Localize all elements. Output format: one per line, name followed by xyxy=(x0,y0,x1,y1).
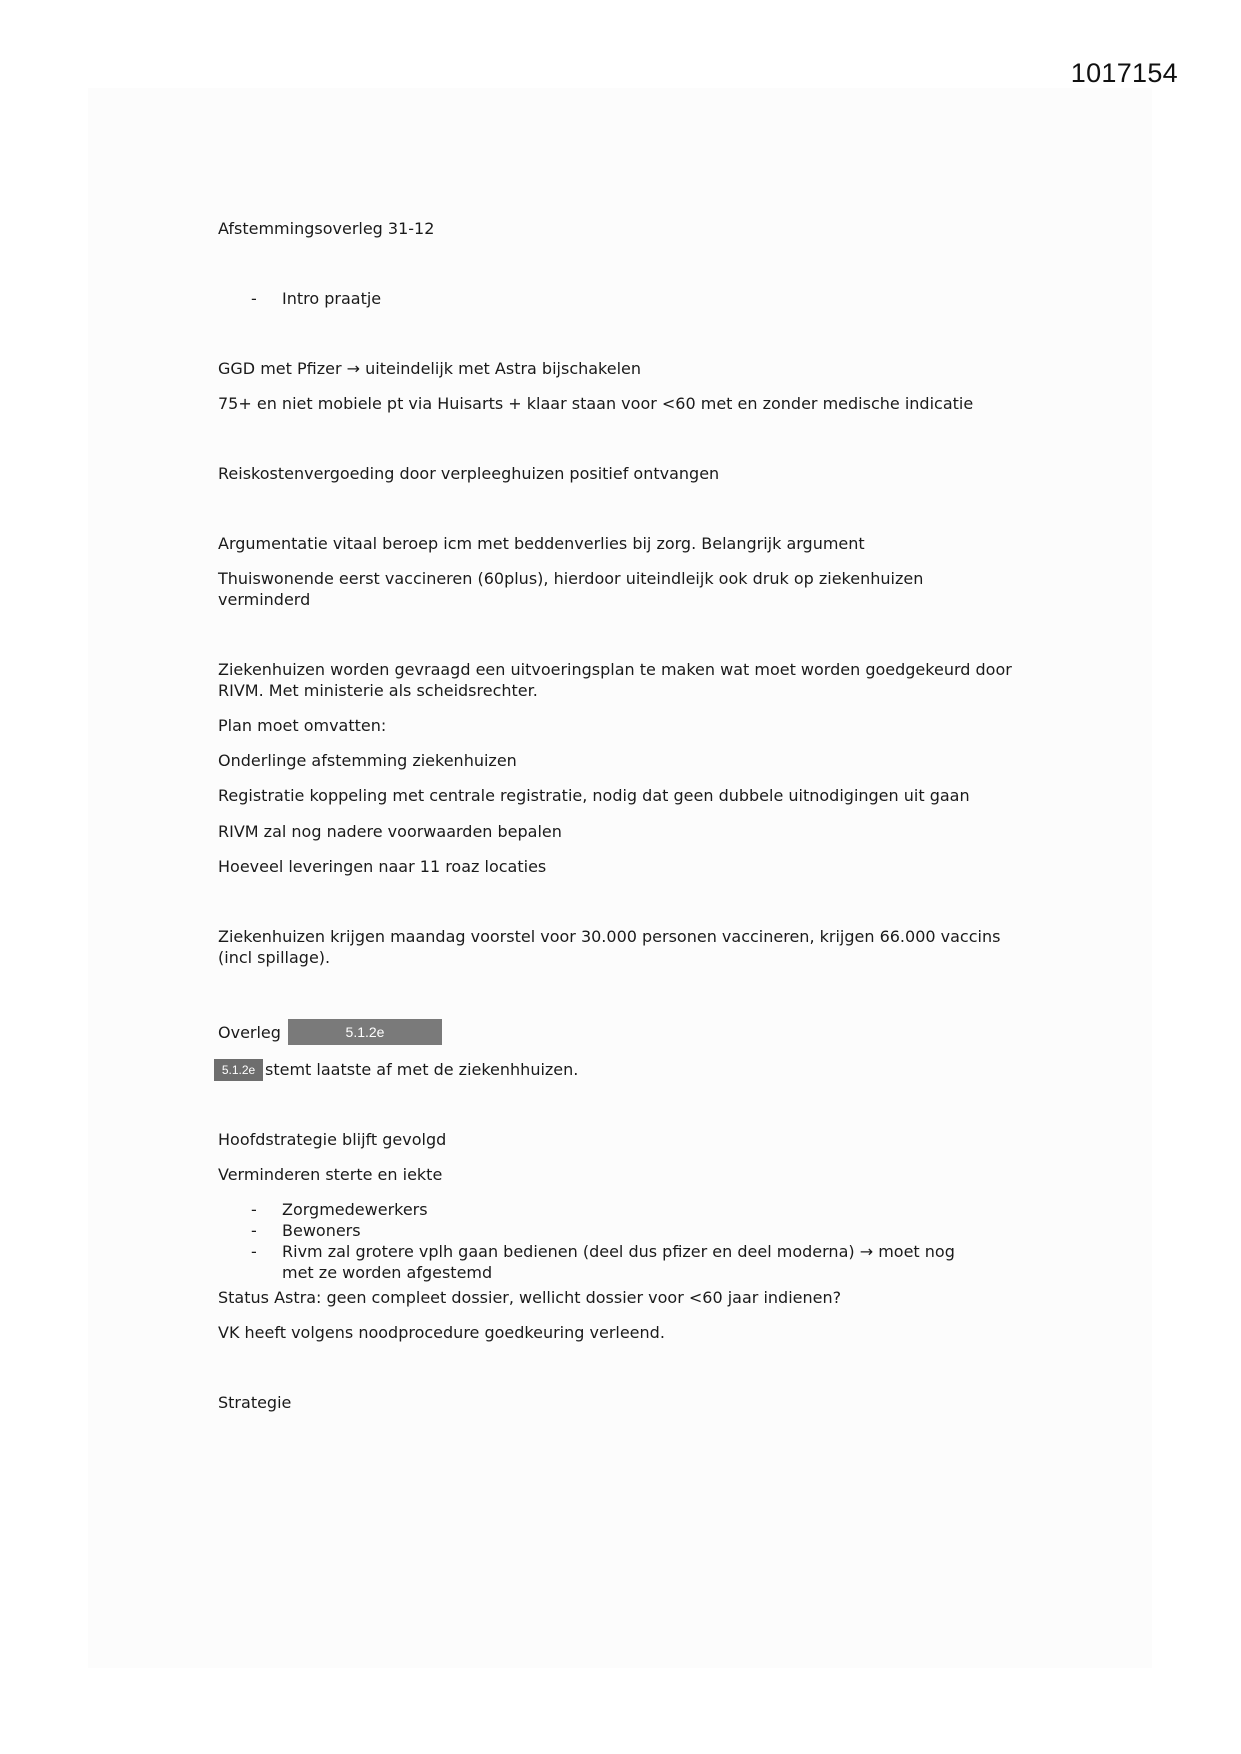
plan-item-registratie: Registratie koppeling met centrale registratie, nodig dat geen dubbele uitnodigingen uit gaan xyxy=(218,786,970,805)
bullet-rivm-part2: moet nog met ze worden afgestemd xyxy=(282,1242,955,1282)
voorstel-line: Ziekenhuizen krijgen maandag voorstel voor 30.000 personen vaccineren, krijgen 66.000 vaccins (incl spillage). xyxy=(218,927,1001,967)
plan-item-afstemming: Onderlinge afstemming ziekenhuizen xyxy=(218,751,517,770)
plan-item-rivm: RIVM zal nog nadere voorwaarden bepalen xyxy=(218,822,562,841)
redaction-box: 5.1.2e xyxy=(214,1059,263,1081)
redaction-box: 5.1.2e xyxy=(288,1019,442,1045)
dash-bullet: - xyxy=(251,1221,257,1240)
list-item xyxy=(218,1241,982,1283)
ggd-text-part2: uiteindelijk met Astra bijschakelen xyxy=(365,359,642,378)
arrow-right-icon: → xyxy=(859,1242,874,1261)
arrow-right-icon: → xyxy=(346,359,361,378)
reiskosten-line: Reiskostenvergoeding door verpleeghuizen positief ontvangen xyxy=(218,464,720,483)
strategie-heading: Strategie xyxy=(218,1393,292,1412)
bullet-bewoners: Bewoners xyxy=(282,1221,361,1240)
dash-bullet: - xyxy=(251,289,257,308)
stemt-line: stemt laatste af met de ziekenhhuizen. xyxy=(265,1060,579,1079)
argumentatie-line: Argumentatie vitaal beroep icm met beddenverlies bij zorg. Belangrijk argument xyxy=(218,534,865,553)
document-number: 1017154 xyxy=(1070,58,1178,88)
status-astra-line: Status Astra: geen compleet dossier, wellicht dossier voor <60 jaar indienen? xyxy=(218,1288,842,1307)
intro-item: Intro praatje xyxy=(282,289,382,308)
uitvoeringsplan-line: Ziekenhuizen worden gevraagd een uitvoeringsplan te maken wat moet worden goedgekeurd door RIVM. Met ministerie als scheidsrechter. xyxy=(218,660,1012,700)
strategy-bullet-list xyxy=(218,1199,1038,1283)
intro-list xyxy=(218,288,1038,309)
dash-bullet: - xyxy=(251,1242,257,1261)
list-item xyxy=(218,1220,1038,1241)
plan-heading: Plan moet omvatten: xyxy=(218,716,387,735)
list-item xyxy=(218,1199,1038,1220)
verminderen-line: Verminderen sterte en iekte xyxy=(218,1165,443,1184)
plan-item-leveringen: Hoeveel leveringen naar 11 roaz locaties xyxy=(218,857,547,876)
vk-line: VK heeft volgens noodprocedure goedkeuring verleend. xyxy=(218,1323,665,1342)
overleg-label: Overleg xyxy=(218,1023,281,1042)
list-item xyxy=(218,288,1038,309)
bullet-rivm-part1: Rivm zal grotere vplh gaan bedienen (deel dus pfizer en deel moderna) xyxy=(282,1242,855,1261)
huisarts-line: 75+ en niet mobiele pt via Huisarts + klaar staan voor <60 met en zonder medische indicatie xyxy=(218,394,974,413)
ggd-line xyxy=(218,358,1038,379)
ggd-text-part1: GGD met Pfizer xyxy=(218,359,342,378)
dash-bullet: - xyxy=(251,1200,257,1219)
thuiswonende-line: Thuiswonende eerst vaccineren (60plus), hierdoor uiteindleijk ook druk op ziekenhuizen verminderd xyxy=(218,569,924,609)
hoofdstrategie-line: Hoofdstrategie blijft gevolgd xyxy=(218,1130,447,1149)
scanned-page-area xyxy=(88,88,1152,1668)
bullet-zorgmedewerkers: Zorgmedewerkers xyxy=(282,1200,428,1219)
meeting-title: Afstemmingsoverleg 31-12 xyxy=(218,219,435,238)
